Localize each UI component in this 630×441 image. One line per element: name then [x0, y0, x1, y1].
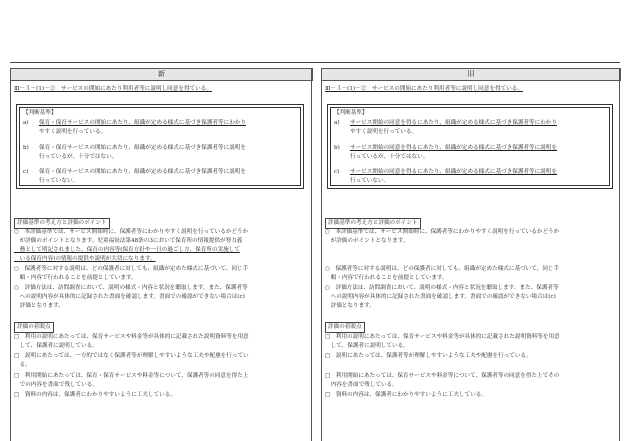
- points-line: ○ 保護者等に対する説明は、どの保護者に対しても、組織が定めた様式に基づいて、同じ手: [325, 266, 560, 272]
- criteria-b-line1: 保育・保育サービスの開始にあたり、組織が定める様式に基づき保護者等に説明を: [39, 145, 246, 151]
- criteria-mark-b: b): [23, 145, 29, 151]
- section-heading-points: 評価基準の考え方と評価のポイント: [325, 218, 421, 229]
- section-heading-viewpoints: 評価の着眼点: [14, 322, 54, 333]
- criteria-box: [327, 104, 613, 189]
- points-line: ○ 本評価基準では、サービス開始時に、保護者等にわかりやすく説明を行っているかどうか: [14, 229, 249, 235]
- criteria-mark-a: a): [334, 120, 340, 126]
- criteria-mark-b: b): [334, 145, 340, 151]
- viewpoint-line: □ 利用開始にあたっては、保育・保育サービスや料金等について、保護者等の同意を得た上: [14, 373, 249, 379]
- viewpoint-line: □ 利用開始にあたっては、保育サービスや料金等について、保護者等の同意を得た上でその: [325, 373, 560, 379]
- viewpoint-line: での内容を書面で残している。: [14, 382, 98, 388]
- criteria-title: 【判断基準】: [334, 110, 368, 116]
- viewpoint-line: □ 利用の説明にあたっては、保育サービスや料金等が具体的に記載された説明資料等を用意: [14, 334, 249, 340]
- points-line: いる保育内容)の情報の提供や説明が大切になります。: [14, 256, 156, 262]
- points-line: 評価となります。: [14, 303, 64, 309]
- criteria-c-line1: 保育・保育サービスの開始にあたり、組織が定める様式に基づき保護者等に説明を: [39, 169, 246, 175]
- points-line: への説明内容が具体的に記録された書面を確認します。書面での確認ができない場合は(c): [14, 294, 245, 300]
- criteria-a-line2: やすく説明を行っている。: [350, 129, 418, 135]
- criteria-c-line2: 行っていない。: [39, 178, 79, 184]
- column-divider-right: [321, 68, 322, 441]
- section-heading-viewpoints: 評価の着眼点: [325, 322, 365, 333]
- points-line: 順・内容で行われることを前提としています。: [325, 275, 448, 281]
- criteria-box: [16, 104, 304, 189]
- points-line: ○ 評価方法は、訪問調査において、説明の様式・内容と状況を聴取します。また、保護者等: [14, 285, 248, 291]
- criteria-b-line2: 行っているが、十分ではない。: [350, 154, 429, 160]
- column-header-new: 新: [10, 68, 313, 81]
- criteria-b-line2: 行っているが、十分ではない。: [39, 154, 118, 160]
- criteria-title: 【判断基準】: [23, 110, 57, 116]
- criteria-mark-c: c): [23, 169, 29, 175]
- viewpoint-line: □ 利用の説明にあたっては、保育サービスや料金等が具体的に記載された説明資料等を用意: [325, 334, 560, 340]
- viewpoint-line: して、保護者に説明している。: [14, 343, 98, 349]
- standard-title: Ⅲ－３－(1)－② サービスの開始にあたり利用者等に説明し同意を得ている。: [14, 86, 212, 92]
- criteria-mark-c: c): [334, 169, 340, 175]
- comparison-table: [10, 68, 620, 441]
- criteria-b-line1: サービス開始の同意を得るにあたり、組織が定める様式に基づき保護者等に説明を: [350, 145, 557, 151]
- points-line: への説明内容が具体的に記録された書面を確認します。書面での確認ができない場合は(c): [325, 294, 556, 300]
- criteria-a-line1: サービス開始の同意を得るにあたり、組織が定める様式に基づき保護者等にわかり: [350, 120, 557, 126]
- viewpoint-line: □ 説明にあたっては、保護者等が理解しやすいような工夫や配慮を行っている。: [325, 353, 532, 359]
- viewpoint-line: る。: [14, 362, 31, 368]
- standard-title: Ⅲ－３－(1)－② サービスの開始にあたり利用者等に説明し同意を得ている。: [325, 86, 523, 92]
- table-border-left: [10, 68, 11, 441]
- points-line: 順・内容で行われることを前提としています。: [14, 275, 137, 281]
- points-line: ○ 保護者等に対する説明は、どの保護者に対しても、組織が定めた様式に基づいて、同じ手: [14, 266, 249, 272]
- viewpoint-line: □ 資料の内容は、保護者にわかりやすいように工夫している。: [325, 392, 487, 398]
- criteria-a-line1: 保育・保育サービスの開始にあたり、組織が定める様式に基づき保護者等にわかり: [39, 120, 246, 126]
- points-line: 評価となります。: [325, 303, 375, 309]
- top-rule: [10, 62, 620, 63]
- column-header-old: 旧: [321, 68, 621, 81]
- section-heading-points: 評価基準の考え方と評価のポイント: [14, 218, 110, 229]
- table-border-right: [619, 68, 620, 441]
- criteria-c-line2: 行っていない。: [350, 178, 390, 184]
- points-line: が評価のポイントとなります。児童福祉法第48条の3において保育所の情報提供が努力義: [14, 238, 243, 244]
- criteria-c-line1: サービス開始の同意を得るにあたり、組織が定める様式に基づき保護者等に説明を: [350, 169, 557, 175]
- points-line: 務として明記されました。保育の内容等(保育方針や一日の過ごし方、保育所の実施して: [14, 247, 240, 253]
- viewpoint-line: して、保護者に説明している。: [325, 343, 409, 349]
- column-divider-left: [311, 68, 312, 441]
- points-line: が評価のポイントとなります。: [325, 238, 409, 244]
- points-line: ○ 本評価基準では、サービス開始時に、保護者等にわかりやすく説明を行っているかどうか: [325, 229, 560, 235]
- viewpoint-line: 内容を書面で残している。: [325, 382, 398, 388]
- viewpoint-line: □ 説明にあたっては、一方的ではなく保護者等が理解しやすいような工夫や配慮を行ってい: [14, 353, 249, 359]
- criteria-mark-a: a): [23, 120, 29, 126]
- criteria-a-line2: やすく説明を行っている。: [39, 129, 107, 135]
- viewpoint-line: □ 資料の内容は、保護者にわかりやすいように工夫している。: [14, 392, 176, 398]
- points-line: ○ 評価方法は、訪問調査において、説明の様式・内容と状況を聴取します。また、保護者等: [325, 285, 559, 291]
